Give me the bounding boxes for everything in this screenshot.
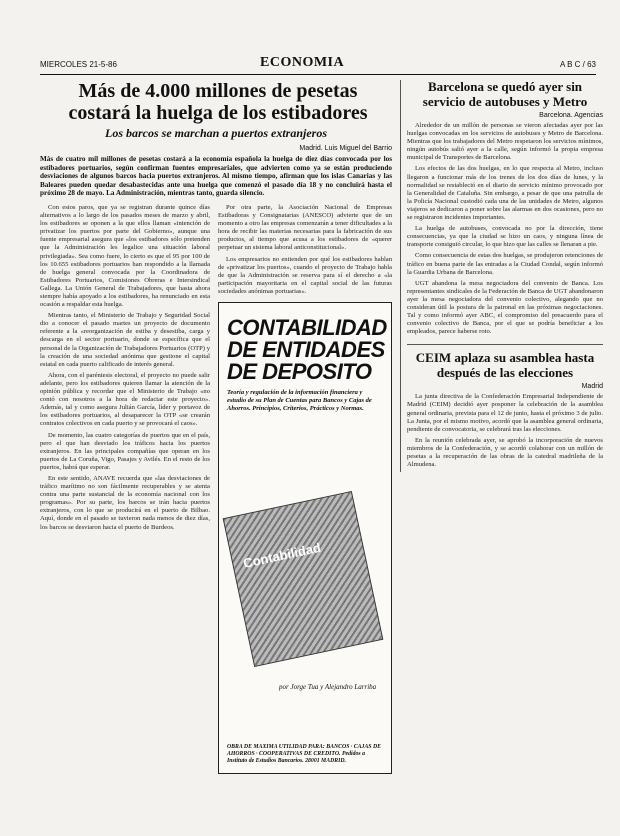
main-article (40, 80, 392, 824)
ad-footer: OBRA DE MAXIMA UTILIDAD PARA: BANCOS · CAJAS DE AHORROS · COOPERATIVAS DE CREDITO. Pedidos a Instituto de Estudios Bancarios. 28001 MADRID. (227, 744, 382, 764)
paragraph: Por otra parte, la Asociación Nacional de Empresas Estibadoras y Consignatarias (ANESCO) advierte que de un momento a otro las empresas comenzarán a tener dificultades a la hora de recibir las materias necesarias para la fabricación de sus productos, al tiempo que acusa a los estibadores de «querer perpetuar un sistema laboral anticonstitucional». (218, 203, 392, 252)
article-subheadline: Los barcos se marchan a puertos extranjeros (104, 126, 328, 140)
paragraph: Ahora, con el paréntesis electoral, el proyecto no puede salir adelante, pero los estibadores quieren llamar la atención de la opinión pública y recordar que el Ministerio de Trabajo «no contó con nosotros a la hora de redactar este proyecto». Además, tal y como asegura Julián García, líder y portavoz de los estibadores portuarios, al desaparecer la OTP «se crearán contratos colectivos en cada puerto y se provocará el caos». (40, 371, 210, 428)
article-byline: Madrid. Luis Miguel del Barrio (299, 145, 392, 152)
paragraph: En la reunión celebrada ayer, se aprobó la incorporación de nuevos miembros de la Confederación, y se acordó colaborar con un millón de pesetas a la recuperación de las obras de la catedral madrileña de la Almudena. (407, 436, 603, 469)
section-title: ECONOMIA (260, 55, 345, 70)
ad-title: CONTABILIDAD DE ENTIDADES DE DEPOSITO (227, 315, 387, 384)
ad-subtitle: Teoría y regulación de la información financiera y estudio de su Plan de Cuentas para Bancos y Cajas de Ahorros. Principios, Criterios, Prácticos y Normas. (227, 389, 372, 412)
paragraph: En este sentido, ANAVE recuerda que «las desviaciones de tráfico marítimo no son fácilmente recuperables y se atenta contra una parte sustancial de la economía nacional con los programas». Por su parte, los barcos se irán hacia puertos extranjeros, con lo que se producirá en el puerto de Bilbao. Aquí, donde en el pasado se tuvieron nada menos de diez días, los barcos se desviaron hacia el puerto de Burdeos. (40, 474, 210, 531)
book-cover-image (223, 491, 384, 667)
paragraph: UGT abandona la mesa negociadora del convenio de Banca. Los representantes sindicales de la Federación de Banca de UGT abandonaron ayer la mesa negociadora del convenio colectivo, alegando que no consideran útil la postura de la patronal en las próximas negociaciones. Tal y como informó ayer ABC, el compromiso del preacuerdo para el convenio colectivo de Banca, por el que se podría beneficiar a los empleados, parece haberse roto. (407, 279, 603, 336)
body-column-2 (218, 204, 392, 774)
article-headline: Más de 4.000 millones de pesetas costará la huelga de los estibadores (68, 80, 368, 124)
paragraph: Con estos paros, que ya se registran durante quince días alternativos a lo largo de los pasados meses de marzo y abril, los estibadores se oponen a la que ellos llaman «intención de privatizar los puertos por parte del Gobierno», aunque una fuente empresarial asegura que «los estibadores sólo pretenden que la Administración les legalice una situación laboral privilegiada». Sea como fuere, lo cierto es que el 95 por 100 de los 10.655 estibadores portuarios han respondido a la llamada de huelga general convocada por la Coordinadora de Estibadores Portuarios, Comisiones Obreras e Intersindical Gallega. La Unión General de Trabajadores, que hasta ahora siempre había apoyado a los estibadores, ha renunciado en esta ocasión a respaldar esta huelga. (40, 203, 210, 309)
paragraph: Los empresarios no entienden por qué los estibadores hablan de «privatizar los puertos», cuando el proyecto de Trabajo habla de que la Administración se reserva para sí el derecho a «la participación mayoritaria en el capital social de las futuras sociedades anónimas portuarias». (218, 255, 392, 295)
page-number: A B C / 63 (559, 60, 596, 69)
paragraph: La junta directiva de la Confederación Empresarial Independiente de Madrid (CEIM) decidió ayer posponer la celebración de la asamblea general ordinaria, prevista para el 12 de junio, hasta el próximo 3 de julio. La Junta, por el mismo motivo, acordó que la asamblea general ordinaria, pendiente de convocatoria, se celebrará tras las elecciones. (407, 393, 603, 433)
article-lead: Más de cuatro mil millones de pesetas costará a la economía española la huelga de diez días convocada por los estibadores portuarios, según confirman fuentes empresariales, que advierten como ya se están produciendo desviaciones de algunos barcos hacia puertos extranjeros. Al mismo tiempo, afirman que los islas Canarias y las Baleares pueden quedar desabastecidas ante una huelga que comenzó el pasado día 18 y no concluirá hasta el próximo 28 de mayo. La Administración, mientras tanto, guarda silencio. (40, 155, 392, 198)
story1-byline: Barcelona. Agencias (539, 112, 603, 119)
newspaper-page (40, 55, 603, 826)
page-header (40, 56, 596, 75)
book-advertisement (218, 302, 392, 774)
paragraph: Los efectos de las dos huelgas, en lo que respecta al Metro, incluso llegaron a funcionar más de los trenes de los dos días de lunes, y la normalidad se restableció en el diario de servicio mínimo provocado por la Generalidad de Cataluña. Sin embargo, a pesar de que una patrulla de la Policía Nacional custodió cada una de las unidades de Metro, algunos viajeros se dedicaron a poner sobre las alarmas en dos ocasiones, pero no se registraron incidentes importantes. (407, 165, 603, 222)
paragraph: La huelga de autobuses, convocada no por la dirección, tiene consecuencias, ya que la ciudad se hizo un caos, y ninguna línea de transporte consiguió circular, lo que hizo que las calles se llenaran a pie. (407, 225, 603, 249)
ad-author: por Jorge Tua y Alejandro Larriba (279, 683, 377, 691)
article-body (40, 204, 392, 824)
story2-headline: CEIM aplaza su asamblea hasta después de las elecciones (415, 350, 595, 380)
paragraph: Alrededor de un millón de personas se vieron afectadas ayer por las huelgas convocadas en los servicios de autobuses y Metro de Barcelona. Mientras que los trabajadores del Metro respetaron los servicios mínimos, ningún autobús salió ayer a la calle, según informó la propia empresa municipal de Transportes de Barcelona. (407, 122, 603, 162)
paragraph: Como consecuencia de estas dos huelgas, se produjeron retenciones de tráfico en buena parte de las entradas a la Ciudad Condal, según informó la Guardia Urbana de Barcelona. (407, 252, 603, 276)
paragraph: De momento, las cuatro categorías de puertos que en el país, pero el que han desviado los tráficos hacia los puertos extranjeros. En las principales compañías que operan en los puertos de La Coruña, Vigo, Pasajes y Avilés. En el resto de los puertos, habrá que esperar. (40, 431, 210, 471)
story2-byline: Madrid (581, 383, 603, 391)
story1-body (407, 122, 603, 336)
story2-body (407, 393, 603, 469)
divider (407, 344, 603, 345)
story1-headline: Barcelona se quedó ayer sin servicio de autobuses y Metro (422, 79, 588, 109)
body-column-1 (40, 204, 210, 535)
right-column (400, 80, 603, 472)
header-date: MIERCOLES 21-5-86 (40, 60, 117, 69)
paragraph: Mientras tanto, el Ministerio de Trabajo y Seguridad Social dio a conocer el pasado martes un proyecto de documento referente a la «reorganización de estiba y desestiba, carga y descarga en el sector portuario, donde se específica que el personal de la Organización de Trabajadores Portuarios (OTP) y la creación de una sociedad anónima que gestione el capital estatal en cada puerto calificado de interés general. (40, 312, 210, 368)
book-cover-title: Contabilidad (241, 539, 323, 571)
